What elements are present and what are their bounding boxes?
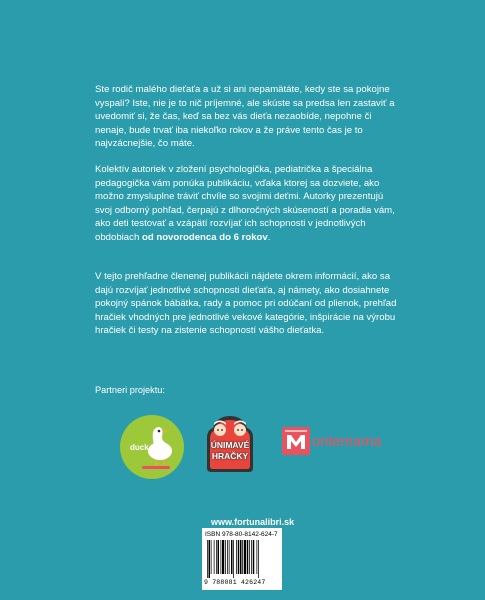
barcode-bar	[218, 540, 220, 574]
barcode-bar	[247, 540, 249, 574]
paragraph-authors-age-range: od novorodenca do 6 rokov	[141, 231, 268, 243]
barcode-bar	[240, 540, 242, 574]
barcode-bar	[233, 540, 234, 578]
montemama-m-icon	[282, 427, 310, 455]
montemama-logo	[282, 426, 381, 456]
barcode-bar	[207, 540, 208, 578]
barcode-bar	[244, 540, 246, 574]
unimave-hracky-logo	[203, 410, 257, 474]
barcode-bar	[229, 540, 230, 574]
paragraph-intro: Ste rodič malého dieťaťa a už si ani nepamätáte, kedy ste sa pokojne vyspali? Iste, nie je to nič príjemné, ale skúste sa predsa len zastaviť a uvedomiť si, že čas, keď sa bez vás dieťa nezaobíde, nepohne či nenaje, bude trvať iba niekoľko rokov a že práve tento čas je to najvzácnejšie, čo máte.	[95, 84, 395, 150]
paragraph-authors-text: Kolektív autoriek v zložení psychologička, pediatrička a špeciálna pedagogička vám ponúka publikáciu, vďaka ktorej sa dozviete, ako možno zmysluplne tráviť chvíle so svojimi deťmi. Autorky prezentujú svoj odborný pohľad, čerpajú z dlhoročných skúseností a poradia vám, ako deti testovať a vzápätí rozvíjať ich schopnosti v jednotlivých obdobiach	[95, 164, 395, 243]
barcode-number: 9 788081 426247	[204, 579, 266, 586]
barcode-bar	[242, 540, 243, 574]
montemama-logo-text: ontemama	[312, 432, 382, 450]
paragraph-authors	[95, 163, 400, 245]
barcode-bar	[211, 540, 212, 574]
paragraph-contents: V tejto prehľadne členenej publikácii nájdete okrem informácií, ako sa dajú rozvíjať jednotlivé schopnosti dieťaťa, aj námety, ako dosiahnete pokojný spánok bábätka, rady a pomoc pri odúčaní od plienok, prehľad hračiek vhodných pre jednotlivé vekové kategórie, inšpirácie na výrobu hračiek či testy na zistenie schopností vášho dieťatka.	[95, 271, 397, 337]
barcode-bar	[225, 540, 226, 574]
isbn-text: ISBN 978-80-8142-624-7	[205, 531, 278, 538]
barcode-bar	[214, 540, 215, 574]
paragraph-authors-end: .	[267, 231, 271, 243]
unimave-logo-line1: ÚNIMAVÉ	[210, 440, 250, 450]
barcode-bar	[221, 540, 222, 574]
barcode-bar	[227, 540, 228, 574]
barcode-bar	[231, 540, 233, 574]
barcode-bar	[249, 540, 250, 574]
barcode-bar	[216, 540, 217, 574]
unimave-logo-line2: HRAČKY	[211, 451, 249, 461]
barcode-bar	[258, 540, 259, 578]
barcode-label	[202, 528, 282, 590]
barcode-bar	[253, 540, 255, 574]
barcode-bar	[222, 540, 224, 574]
barcode-bar	[257, 540, 258, 574]
publisher-website: www.fortunalibri.sk	[211, 517, 295, 527]
duck-logo	[120, 415, 184, 479]
barcode-bar	[238, 540, 240, 574]
duck-logo-text: duck	[130, 443, 149, 452]
barcode-bar	[236, 540, 237, 574]
barcode-icon	[205, 540, 279, 578]
barcode-bar	[209, 540, 211, 578]
barcode-bar	[251, 540, 252, 574]
partners-label: Partneri projektu:	[95, 385, 165, 395]
